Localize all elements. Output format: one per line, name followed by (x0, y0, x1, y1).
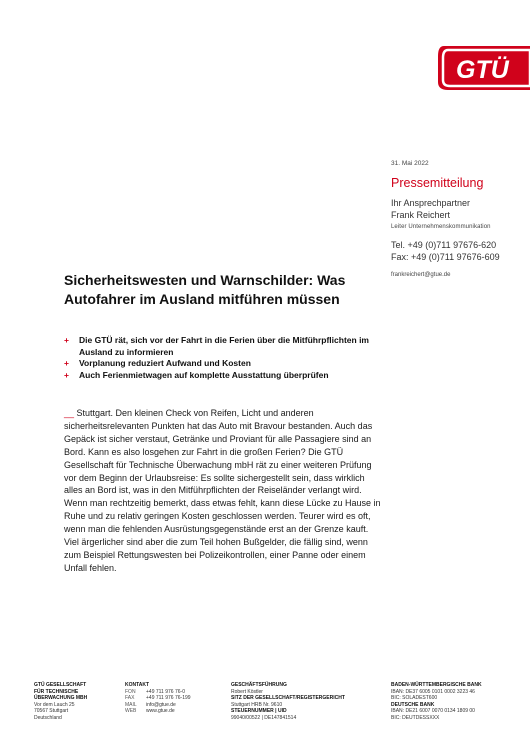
footer-web-row (125, 708, 191, 715)
bullet-text: Vorplanung reduziert Aufwand und Kosten (79, 358, 251, 368)
footer-phone: +49 711 976 76-0 (146, 688, 185, 695)
registry-value: Stuttgart HRB Nr. 9610 (231, 701, 283, 708)
contact-fax: Fax: +49 (0)711 97676-609 (391, 252, 500, 262)
contact-role: Leiter Unternehmenskommunikation (391, 224, 491, 230)
footer-contact (125, 682, 191, 715)
gtue-logo-graphic (434, 38, 530, 94)
company-street: Vor dem Lauch 25 (34, 701, 75, 708)
contact-label: Ihr Ansprechpartner (391, 198, 471, 208)
company-name-line2: FÜR TECHNISCHE (34, 688, 79, 695)
bullet-text: Auch Ferienmietwagen auf komplette Ausstattung überprüfen (79, 369, 329, 380)
footer-contact-heading: KONTAKT (125, 682, 150, 688)
footer-banks (391, 682, 482, 722)
footer-mail[interactable]: info@gtue.de (146, 701, 176, 708)
contact-email[interactable]: frankreichert@gtue.de (391, 272, 451, 278)
contact-name: Frank Reichert (391, 210, 451, 220)
footer-phone-key: FON (125, 688, 136, 695)
company-name-line1: GTÜ GESELLSCHAFT (34, 682, 87, 688)
footer-fax: +49 711 976 76-199 (146, 695, 191, 702)
bullet-text: Die GTÜ rät, sich vor der Fahrt in die Ferien über die Mitführpflichten im Ausland zu informieren (79, 335, 369, 357)
footer-fax-row (125, 695, 191, 702)
company-name-line3: ÜBERWACHUNG MBH (34, 695, 88, 702)
footer-mail-row (125, 702, 191, 709)
summary-bullets (64, 335, 384, 381)
footer-web[interactable]: www.gtue.de (146, 708, 175, 715)
tax-value: 99040/00522 | DE147841514 (231, 714, 297, 721)
summary-bullet (64, 370, 384, 382)
company-city: 70567 Stuttgart (34, 708, 69, 715)
body-paragraph (64, 407, 384, 575)
management-name: Robert Köstler (231, 688, 263, 695)
plus-icon: + (64, 369, 69, 380)
plus-icon: + (64, 335, 69, 345)
footer-web-key: WEB (125, 708, 137, 715)
registry-heading: SITZ DER GESELLSCHAFT/REGISTERGERICHT (231, 695, 345, 702)
company-country: Deutschland (34, 714, 62, 721)
body-text: Stuttgart. Den kleinen Check von Reifen, Licht und anderen sicherheitsrelevanten Punkten hat das Auto mit Bravour bestanden. Auch das Gepäck ist sicher verstaut, Getränke und Proviant für alle Passagiere sind an Bord. Kann es also losgehen zur Fahrt in die großen Ferien? Die GTÜ Gesellschaft für Technische Überwachung mbH rät zu einer weiteren Prüfung vor dem Beginn der Urlaubsreise: Es sollte sichergestellt sein, dass wirklich alles an Bord ist, was in den Mitführpflichten der Reiseländer verlangt wird. Wenn man rechtzeitig bemerkt, dass etwas fehlt, kann diese Lücke zu Hause in Ruhe und zu relativ geringen Kosten geschlossen werden. Teurer wird es oft, wenn man die fehlenden Ausrüstungsgegenstände erst an der Grenze kauft. Viel ärgerlicher sind aber die zum Teil hohen Bußgelder, die fällig sind, wenn zum Beispiel Rettungswesten bei Polizeikontrollen, einer Panne oder einem Unfall fehlen. (64, 408, 381, 573)
bank1-iban: IBAN: DE37 6005 0101 0002 3223 46 (391, 688, 475, 695)
footer-fax-key: FAX (125, 695, 135, 702)
bank2-name: DEUTSCHE BANK (391, 701, 435, 708)
headline: Sicherheitswesten und Warnschilder: Was Autofahrer im Ausland mitführen müssen (64, 272, 346, 307)
footer-management (231, 682, 345, 722)
contact-phone: Tel. +49 (0)711 97676-620 (391, 240, 497, 250)
bank2-bic: BIC: DEUTDESSXXX (391, 714, 440, 721)
bank1-name: BADEN-WÜRTTEMBERGISCHE BANK (391, 682, 482, 688)
bank1-bic: BIC: SOLADEST600 (391, 695, 438, 702)
svg-text:GTÜ: GTÜ (456, 56, 509, 84)
dash-marker: __ (64, 408, 75, 418)
summary-bullet (64, 358, 384, 370)
bank2-iban: IBAN: DE21 6007 0070 0134 1809 00 (391, 708, 475, 715)
plus-icon: + (64, 358, 69, 368)
summary-bullet (64, 335, 384, 358)
press-release-title: Pressemitteilung (391, 176, 484, 190)
footer-company (34, 682, 87, 722)
management-heading: GESCHÄFTSFÜHRUNG (231, 682, 287, 688)
footer-phone-row (125, 689, 191, 696)
contact-block (391, 160, 526, 278)
footer-mail-key: MAIL (125, 701, 137, 708)
release-date: 31. Mai 2022 (391, 160, 429, 167)
tax-heading: STEUERNUMMER | UID (231, 708, 287, 715)
gtue-logo (434, 38, 530, 94)
